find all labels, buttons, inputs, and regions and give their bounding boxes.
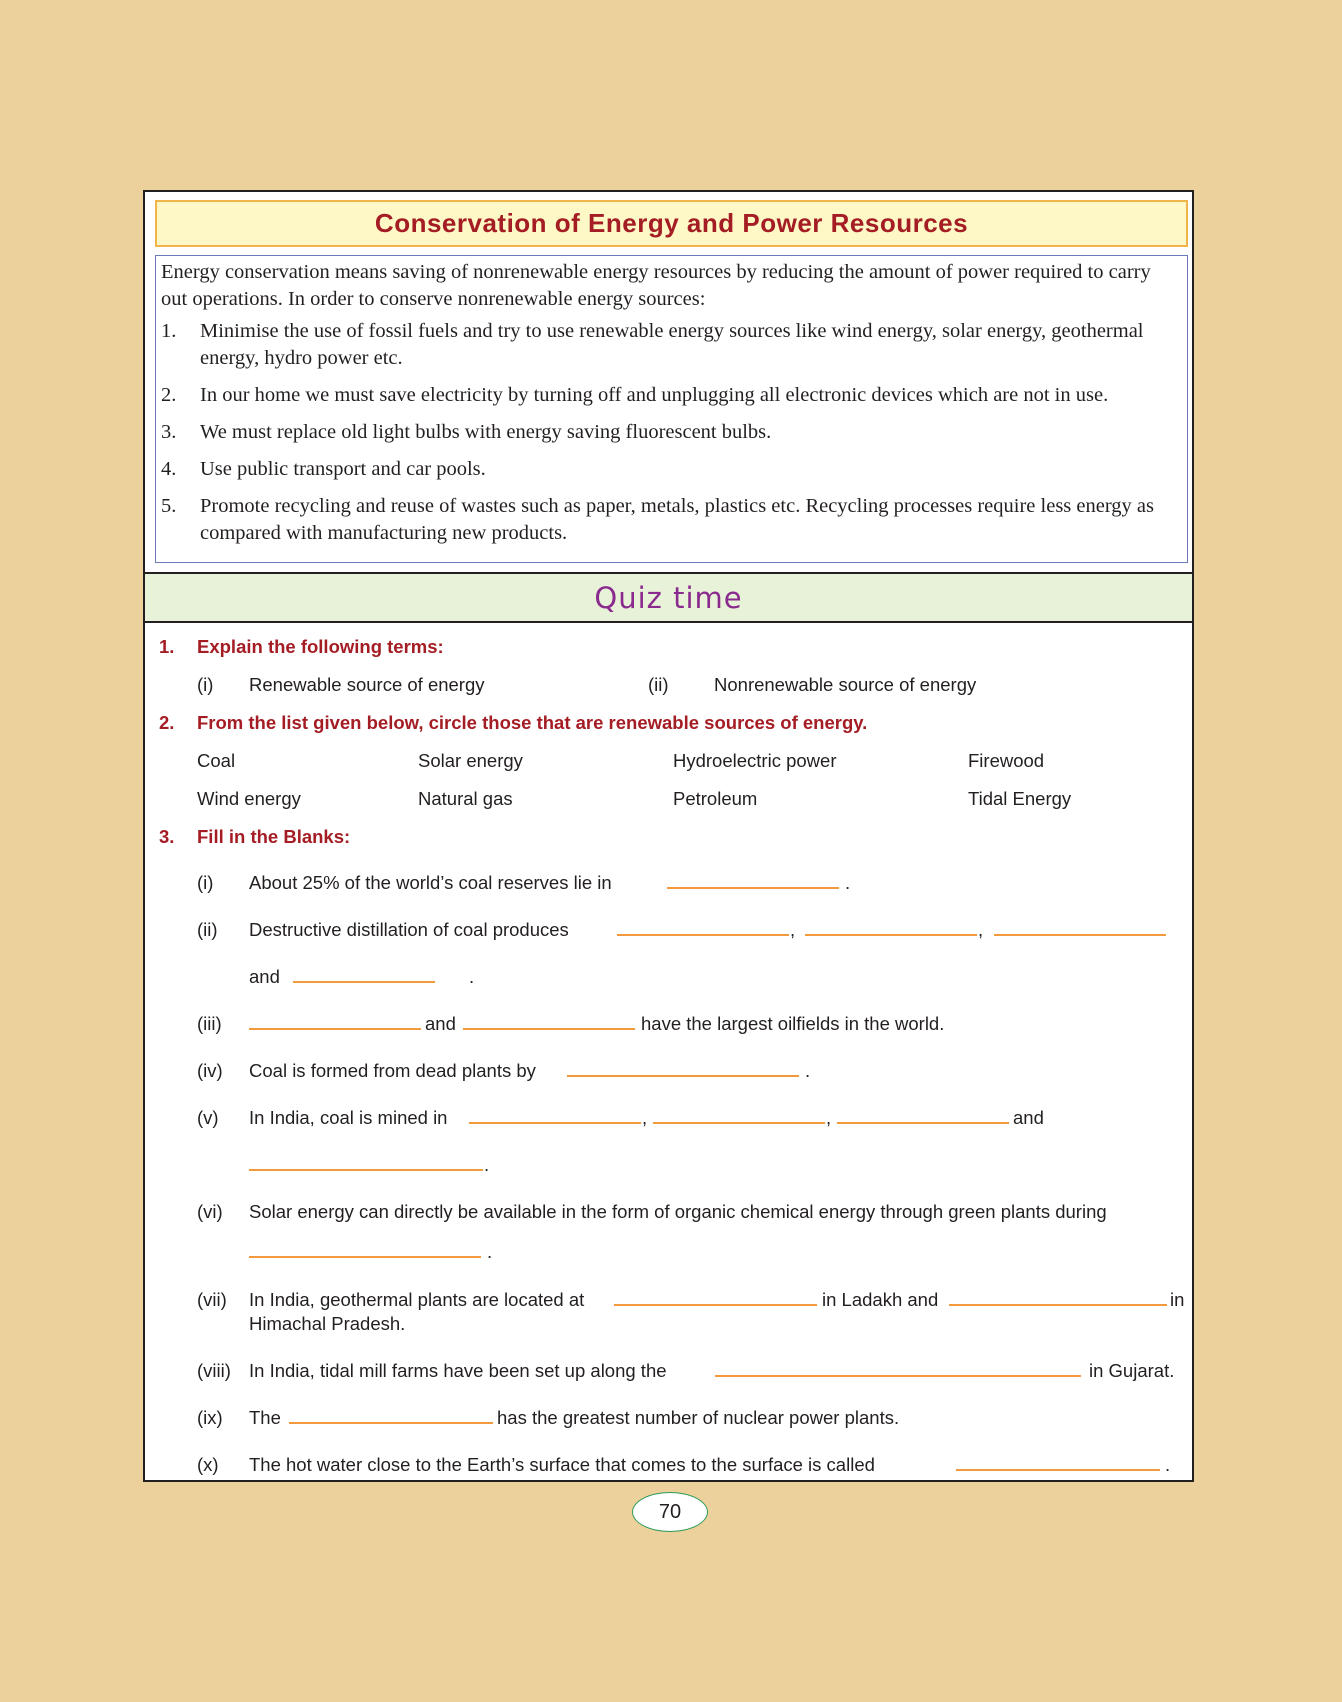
blank-text: , [826, 1107, 832, 1128]
option-item[interactable]: Hydroelectric power [673, 750, 837, 771]
list-number: 4. [161, 458, 177, 480]
question-number: 2. [159, 712, 175, 733]
blank-label: (iii) [197, 1013, 222, 1034]
blank-text: , [642, 1107, 648, 1128]
answer-blank[interactable] [617, 934, 789, 936]
blank-text: The [249, 1407, 281, 1428]
blank-label: (ix) [197, 1407, 223, 1428]
option-item[interactable]: Petroleum [673, 788, 758, 809]
blank-text: Solar energy can directly be available in the form of organic chemical energy through green plants during [249, 1201, 1107, 1222]
blank-label: (vii) [197, 1289, 227, 1310]
blank-label: (x) [197, 1454, 219, 1475]
blank-text: Himachal Pradesh. [249, 1313, 406, 1334]
question-number: 1. [159, 636, 175, 657]
intro-paragraph: Energy conservation means saving of nonrenewable energy resources by reducing the amount of power required to carry out operations. In order to conserve nonrenewable energy sources: [161, 261, 1151, 310]
blank-text: and [1013, 1107, 1044, 1128]
option-item[interactable]: Firewood [968, 750, 1045, 771]
conservation-box [155, 255, 1188, 563]
term-label: (i) [197, 674, 214, 695]
answer-blank[interactable] [249, 1028, 421, 1030]
answer-blank[interactable] [653, 1122, 825, 1124]
question-heading: Fill in the Blanks: [197, 826, 351, 847]
answer-blank[interactable] [837, 1122, 1009, 1124]
blank-text: and [249, 966, 280, 987]
blank-text: About 25% of the world’s coal reserves lie in [249, 872, 612, 893]
list-text: We must replace old light bulbs with energy saving fluorescent bulbs. [200, 421, 772, 443]
blank-text: . [845, 872, 851, 893]
option-item[interactable]: Solar energy [418, 750, 523, 771]
blank-text: . [484, 1154, 490, 1175]
term-text: Renewable source of energy [249, 674, 485, 695]
blank-label: (i) [197, 872, 214, 893]
blank-label: (ii) [197, 919, 218, 940]
blank-text: have the largest oilfields in the world. [641, 1013, 945, 1034]
blank-text: In India, tidal mill farms have been set up along the [249, 1360, 667, 1381]
answer-blank[interactable] [249, 1169, 483, 1171]
answer-blank[interactable] [469, 1122, 641, 1124]
answer-blank[interactable] [614, 1304, 817, 1306]
option-item[interactable]: Natural gas [418, 788, 513, 809]
blank-text: In India, coal is mined in [249, 1107, 448, 1128]
page-number: 70 [632, 1492, 708, 1532]
list-number: 1. [161, 320, 177, 342]
list-text: In our home we must save electricity by turning off and unplugging all electronic devices which are not in use. [200, 384, 1109, 406]
option-item[interactable]: Tidal Energy [968, 788, 1072, 809]
list-number: 2. [161, 384, 177, 406]
answer-blank[interactable] [293, 981, 435, 983]
answer-blank[interactable] [289, 1422, 493, 1424]
blank-text: . [487, 1241, 493, 1262]
term-text: Nonrenewable source of energy [714, 674, 977, 695]
term-label: (ii) [648, 674, 669, 695]
blank-text: . [469, 966, 475, 987]
blank-text: has the greatest number of nuclear power plants. [497, 1407, 900, 1428]
question-heading: From the list given below, circle those that are renewable sources of energy. [197, 712, 868, 733]
blank-text: in Gujarat. [1089, 1360, 1175, 1381]
list-item [161, 419, 1173, 446]
quiz-title: Quiz time [145, 572, 1192, 623]
list-text: Minimise the use of fossil fuels and try to use renewable energy sources like wind energy, solar energy, geothermal energy, hydro power etc. [200, 320, 1144, 369]
question-heading: Explain the following terms: [197, 636, 444, 657]
option-item[interactable]: Wind energy [197, 788, 301, 809]
blank-text: in Ladakh and [822, 1289, 939, 1310]
option-item[interactable]: Coal [197, 750, 236, 771]
list-item [161, 318, 1173, 372]
blank-text: in [1170, 1289, 1185, 1310]
answer-blank[interactable] [463, 1028, 635, 1030]
answer-blank[interactable] [667, 887, 839, 889]
answer-blank[interactable] [249, 1256, 481, 1258]
blank-text: and [425, 1013, 456, 1034]
blank-label: (vi) [197, 1201, 223, 1222]
answer-blank[interactable] [805, 934, 977, 936]
list-number: 3. [161, 421, 177, 443]
list-item [161, 382, 1173, 409]
blank-text: . [1165, 1454, 1171, 1475]
blank-text: Destructive distillation of coal produces [249, 919, 569, 940]
answer-blank[interactable] [956, 1469, 1160, 1471]
answer-blank[interactable] [715, 1375, 1081, 1377]
answer-blank[interactable] [994, 934, 1166, 936]
blank-text: , [790, 919, 796, 940]
list-text: Promote recycling and reuse of wastes such as paper, metals, plastics etc. Recycling processes require less energy as compared with manufacturing new products. [200, 495, 1155, 544]
list-item [161, 493, 1173, 547]
blank-text: The hot water close to the Earth’s surface that comes to the surface is called [249, 1454, 875, 1475]
answer-blank[interactable] [949, 1304, 1167, 1306]
section-title: Conservation of Energy and Power Resources [155, 200, 1188, 247]
blank-text: . [805, 1060, 811, 1081]
list-number: 5. [161, 495, 177, 517]
blank-text: Coal is formed from dead plants by [249, 1060, 536, 1081]
blank-label: (v) [197, 1107, 219, 1128]
blank-label: (iv) [197, 1060, 223, 1081]
answer-blank[interactable] [567, 1075, 799, 1077]
textbook-page-frame [143, 190, 1194, 1482]
blank-label: (viii) [197, 1360, 231, 1381]
list-item [161, 456, 1173, 483]
question-number: 3. [159, 826, 175, 847]
list-text: Use public transport and car pools. [200, 458, 486, 480]
blank-text: , [978, 919, 984, 940]
blank-text: In India, geothermal plants are located at [249, 1289, 585, 1310]
